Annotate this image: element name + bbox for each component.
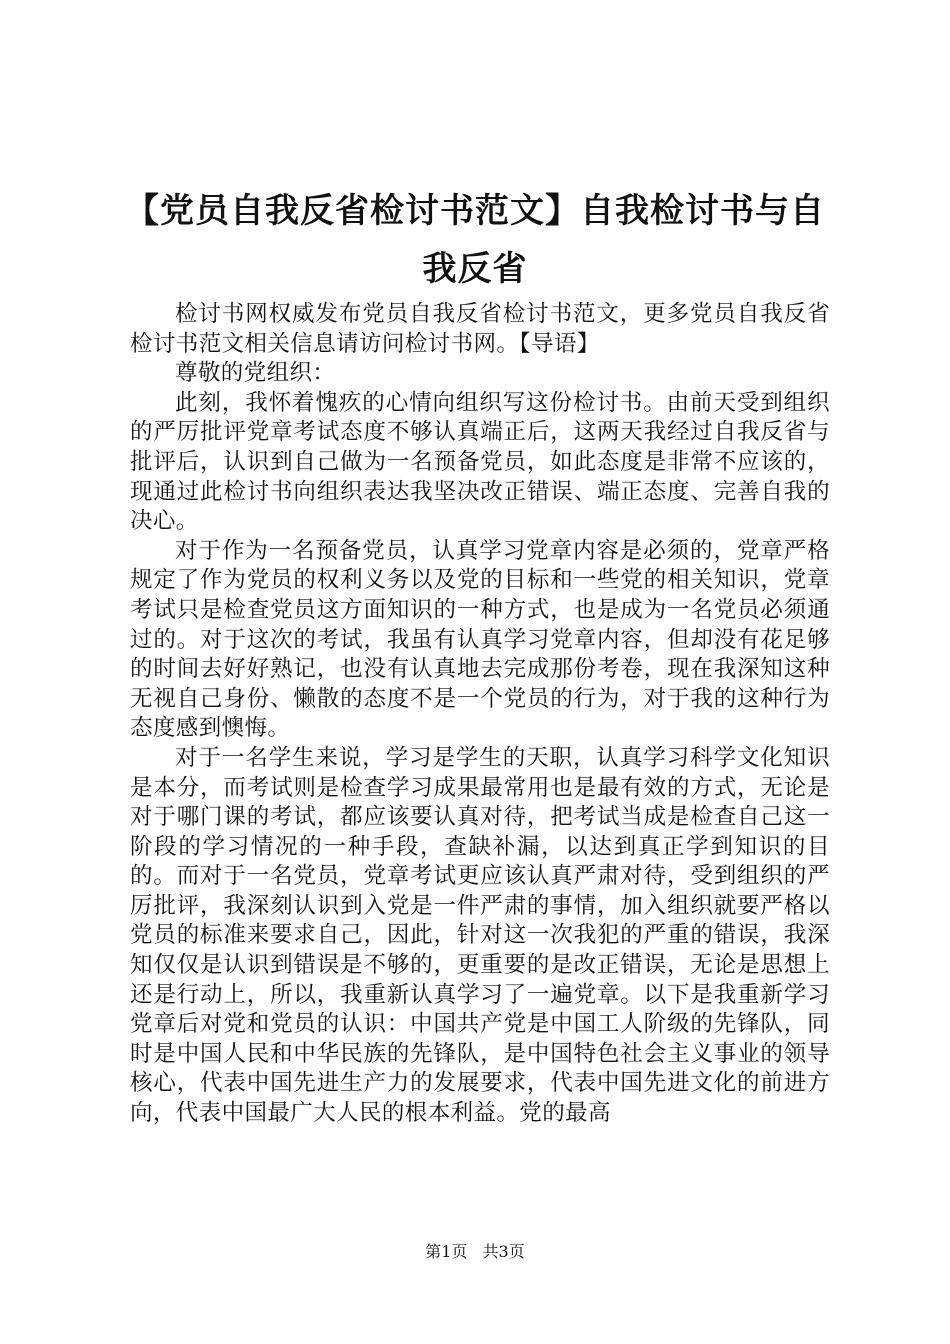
page-number: 第1页 <box>425 1242 468 1261</box>
body-paragraph: 对于一名学生来说，学习是学生的天职，认真学习科学文化知识是本分，而考试则是检查学习成果最常用也是最有效的方式，无论是对于哪门课的考试，都应该要认真对待，把考试当成是检查自己这一阶段的学习情况的一种手段，查缺补漏，以达到真正学到知识的目的。而对于一名党员，党章考试更应该认真严肃对待，受到组织的严厉批评，我深刻认识到入党是一件严肃的事情，加入组织就要严格以党员的标准来要求自己，因此，针对这一次我犯的严重的错误，我深知仅仅是认识到错误是不够的，更重要的是改正错误，无论是思想上还是行动上，所以，我重新认真学习了一遍党章。以下是我重新学习党章后对党和党员的认识：中国共产党是中国工人阶级的先锋队，同时是中国人民和中华民族的先锋队，是中国特色社会主义事业的领导核心，代表中国先进生产力的发展要求，代表中国先进文化的前进方向，代表中国最广大人民的根本利益。党的最高 <box>130 744 830 1127</box>
document-title: 【党员自我反省检讨书范文】自我检讨书与自我反省 <box>125 191 825 289</box>
page-total: 共3页 <box>482 1242 525 1261</box>
body-paragraph: 对于作为一名预备党员，认真学习党章内容是必须的，党章严格规定了作为党员的权利义务以及党的目标和一些党的相关知识，党章考试只是检查党员这方面知识的一种方式，也是成为一名党员必须通过的。对于这次的考试，我虽有认真学习党章内容，但却没有花足够的时间去好好熟记，也没有认真地去完成那份考卷，现在我深知这种无视自己身份、懒散的态度不是一个党员的行为，对于我的这种行为态度感到懊悔。 <box>130 537 830 742</box>
page-footer <box>0 1242 950 1262</box>
document-body <box>130 300 830 1129</box>
body-paragraph: 此刻，我怀着愧疚的心情向组织写这份检讨书。由前天受到组织的严厉批评党章考试态度不够认真端正后，这两天我经过自我反省与批评后，认识到自己做为一名预备党员，如此态度是非常不应该的，现通过此检讨书向组织表达我坚决改正错误、端正态度、完善自我的决心。 <box>130 389 830 535</box>
intro-paragraph: 检讨书网权威发布党员自我反省检讨书范文，更多党员自我反省检讨书范文相关信息请访问检讨书网。【导语】 <box>130 301 830 357</box>
salutation: 尊敬的党组织： <box>175 360 336 387</box>
